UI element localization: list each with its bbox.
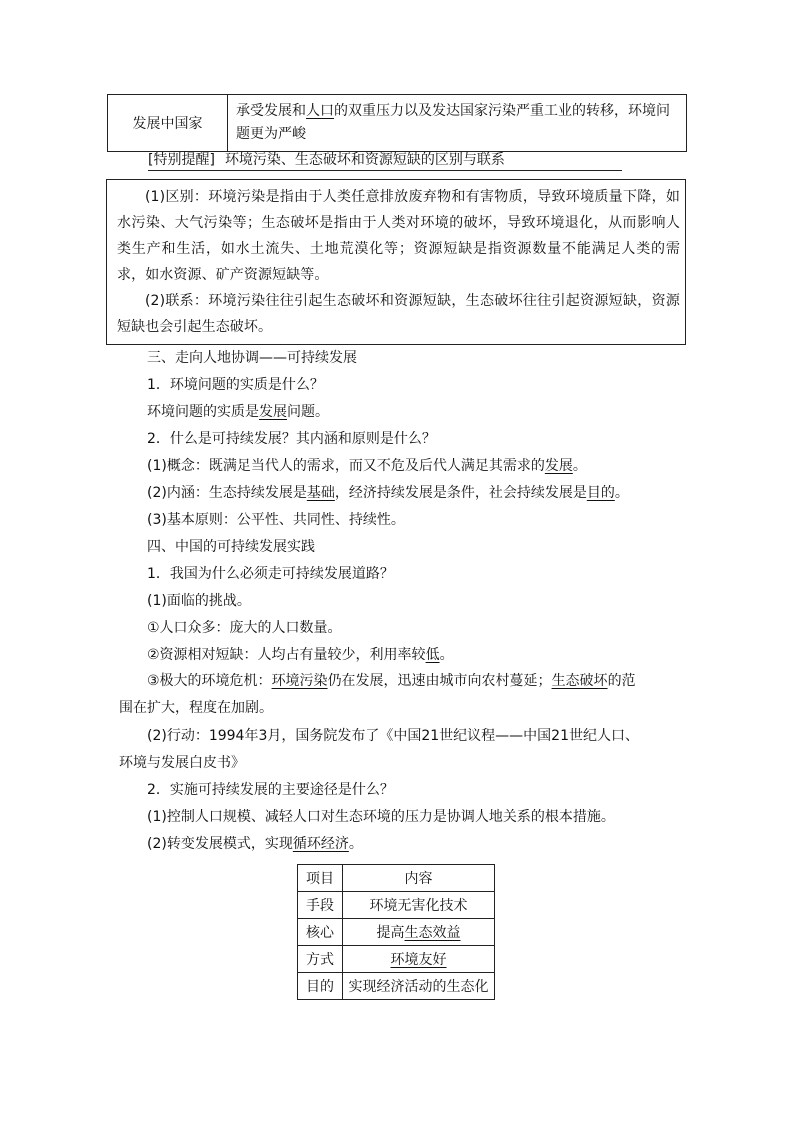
answer: (1)面临的挑战。 xyxy=(147,593,251,609)
table-key-cell: 核心 xyxy=(298,919,343,946)
answer: ①人口众多：庞大的人口数量。 xyxy=(147,620,342,636)
text-span: 。 xyxy=(348,836,363,852)
text-span: 提高 xyxy=(376,925,405,941)
table-row xyxy=(298,892,495,919)
text-span: 仍在发展，迅速由城市向农村蔓延； xyxy=(327,673,552,689)
tip-title: 环境污染、生态破坏和资源短缺的区别与联系 xyxy=(224,152,505,168)
note-paragraph-difference: (1)区别：环境污染是指由于人类任意排放废弃物和有害物质，导致环境质量下降，如水污染、大气污染等；生态破坏是指由于人类对环境的破坏，导致环境退化，从而影响人类生产和生活，如水土流失、土地荒漠化等；资源短缺是指资源数量不能满足人类的需求，如水资源、矿产资源短缺等。 xyxy=(117,189,680,283)
underlined-term: 环境友好 xyxy=(390,952,447,968)
text-span: ②资源相对短缺：人均占有量较少，利用率较 xyxy=(147,647,426,663)
underlined-term: 发展 xyxy=(259,404,287,420)
question: 1．环境问题的实质是什么？ xyxy=(147,377,324,393)
question: 2．什么是可持续发展？其内涵和原则是什么？ xyxy=(147,431,436,447)
underlined-term: 目的 xyxy=(586,485,615,501)
table-value-cell xyxy=(343,919,495,946)
text-span: 的双重压力以及发达国家污染严重工业的转移，环境问题更为严峻 xyxy=(236,103,670,142)
underlined-term: 发展 xyxy=(544,458,573,474)
answer xyxy=(147,400,329,424)
text-span: (2)内涵：生态持续发展是 xyxy=(147,485,307,501)
table-row xyxy=(108,95,687,152)
note-box xyxy=(106,179,686,345)
table-key-cell: 手段 xyxy=(298,892,343,919)
table-row xyxy=(298,919,495,946)
table-header-cell: 项目 xyxy=(298,865,343,892)
underlined-term: 基础 xyxy=(306,485,335,501)
answer: (3)基本原则：公平性、共同性、持续性。 xyxy=(147,512,405,528)
underlined-term: 低 xyxy=(425,647,440,663)
table-key-cell: 目的 xyxy=(298,973,343,1000)
underlined-term: 环境污染 xyxy=(271,673,328,689)
note-paragraph-relation: (2)联系：环境污染往往引起生态破坏和资源短缺，生态破坏往往引起资源短缺，资源短缺也会引起生态破坏。 xyxy=(117,293,680,335)
text-span: (1)概念：既满足当代人的需求，而又不危及后代人满足其需求的 xyxy=(147,458,545,474)
tip-tag: [特别提醒] xyxy=(148,152,215,168)
table-header-cell: 内容 xyxy=(343,865,495,892)
text-span: 环境问题的实质是 xyxy=(147,404,259,420)
text-span: 问题。 xyxy=(287,404,329,420)
tip-heading xyxy=(148,150,622,171)
table-header-row xyxy=(298,865,495,892)
answer xyxy=(147,832,363,856)
table-value-cell: 实现经济活动的生态化 xyxy=(343,973,495,1000)
text-span: (2)转变发展模式，实现 xyxy=(147,836,293,852)
table-row xyxy=(298,973,495,1000)
answer: (1)控制人口规模、减轻人口对生态环境的压力是协调人地关系的根本措施。 xyxy=(147,809,615,825)
answer xyxy=(119,668,639,722)
answer xyxy=(147,454,587,478)
question: 2．实施可持续发展的主要途径是什么？ xyxy=(147,782,394,798)
text-span: 。 xyxy=(614,485,629,501)
answer xyxy=(147,481,629,505)
text-span: 。 xyxy=(439,647,454,663)
table-label-cell: 发展中国家 xyxy=(108,95,228,152)
answer xyxy=(147,643,454,667)
answer: (2)行动：1994年3月，国务院发布了《中国21世纪议程——中国21世纪人口、环境与发展白皮书》 xyxy=(119,728,639,771)
circular-economy-table xyxy=(297,864,495,1000)
table-key-cell: 方式 xyxy=(298,946,343,973)
underlined-term: 循环经济 xyxy=(292,836,349,852)
text-span: 承受发展和 xyxy=(236,103,306,119)
underlined-term: 生态效益 xyxy=(404,925,461,941)
underlined-term: 生态破坏 xyxy=(551,673,608,689)
table-row xyxy=(298,946,495,973)
text-span: ③极大的环境危机： xyxy=(147,673,272,689)
section-heading: 四、中国的可持续发展实践 xyxy=(147,539,315,555)
question: 1．我国为什么必须走可持续发展道路？ xyxy=(147,566,394,582)
development-table xyxy=(107,94,687,152)
text-span: 的范围在扩大，程度在加剧。 xyxy=(119,673,636,716)
section-heading: 三、走向人地协调——可持续发展 xyxy=(147,350,357,366)
table-value-cell xyxy=(343,946,495,973)
underlined-term: 人口 xyxy=(306,103,334,119)
text-span: ，经济持续发展是条件，社会持续发展是 xyxy=(334,485,587,501)
table-value-cell: 环境无害化技术 xyxy=(343,892,495,919)
text-span: 。 xyxy=(572,458,587,474)
table-content-cell xyxy=(228,95,687,152)
